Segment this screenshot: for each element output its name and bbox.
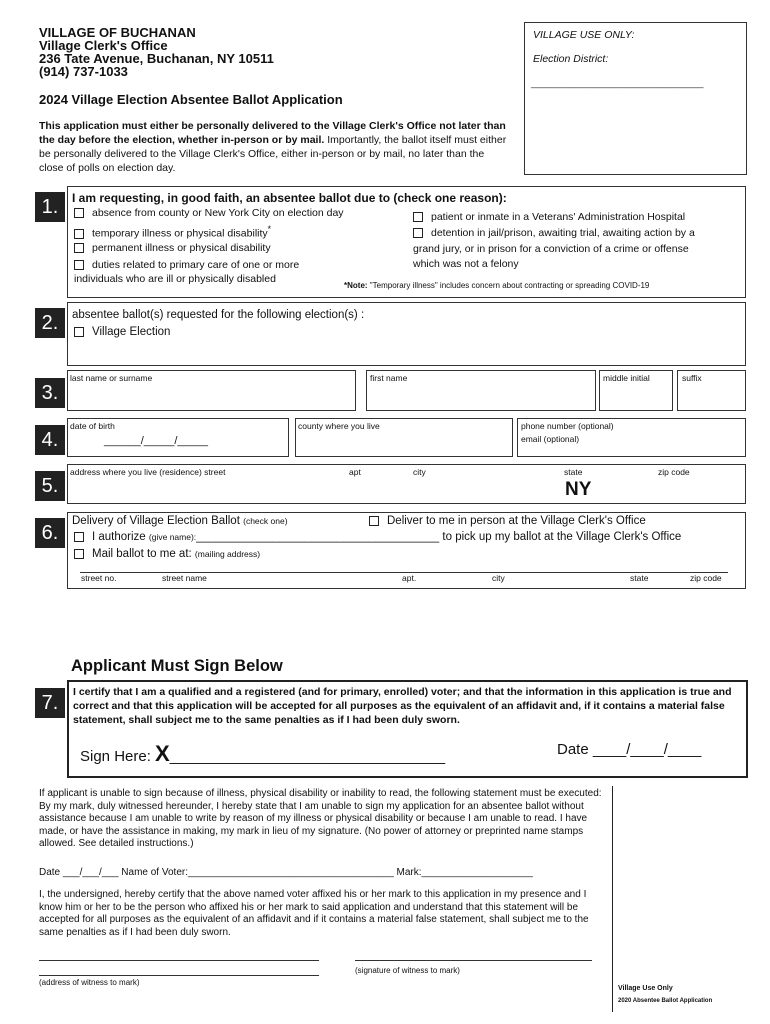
section-4-number: 4. [35,425,65,455]
witness-date-name-mark[interactable]: Date ___/___/___ Name of Voter:_____________________________________ Mark:____________________ [39,867,533,878]
apt-label: apt. [402,573,417,583]
mail-ballot-option[interactable] [74,548,260,560]
reason-detention-cont-2: which was not a felony [413,258,519,270]
footer-app-label: 2020 Absentee Ballot Application [618,998,713,1004]
witness-signature-line[interactable] [355,960,592,961]
suffix-label: suffix [682,373,702,383]
dob-blank: ______/_____/_____ [104,435,208,447]
option-label: Deliver to me in person at the Village Clerk's Office [387,515,646,527]
first-name-field[interactable] [366,370,596,411]
witness-certification: I, the undersigned, hereby certify that the above named voter affixed his or her mark to this application in my presence and I know him or her to be the person who affixed his or her mark to said application and understand that this statement will be accepted for all purposes as the equivalent of an affidavit and if it contains a material false statement, shall subject me to the same penalties as if I had been duly sworn. [39,889,589,938]
office-address: 236 Tate Avenue, Buchanan, NY 10511 [39,51,274,66]
office-name: Village Clerk's Office [39,38,168,53]
mailing-address-hint: (mailing address) [194,549,261,559]
section-5-number: 5. [35,471,65,501]
checkbox[interactable] [74,243,84,253]
checkbox[interactable] [413,228,423,238]
office-phone: (914) 737-1033 [39,64,128,79]
election-district-label: Election District: [533,53,609,65]
check-one: (check one) [243,516,288,526]
vertical-divider [612,786,613,1012]
authorize-rest: to pick up my ballot at the Village Clerk's Office [442,531,682,543]
zip-label: zip code [690,573,722,583]
village-election-option[interactable] [74,326,170,338]
reason-label: temporary illness or physical disability [92,227,268,240]
reason-va-hospital[interactable] [413,211,685,223]
section-7-number: 7. [35,688,65,718]
section-2-number: 2. [35,308,65,338]
reason-temporary-illness[interactable] [74,224,271,240]
witness-line-1[interactable] [39,960,319,961]
suffix-field[interactable] [677,370,746,411]
address-field[interactable] [67,464,746,504]
checkbox[interactable] [413,212,423,222]
state-label: state [564,467,583,477]
state-value: NY [565,479,592,500]
section-6-box [67,512,746,589]
section-3-number: 3. [35,378,65,408]
city-label: city [413,467,426,477]
certify-text: I certify that I am a qualified and a registered (and for primary, enrolled) voter; and that the information in this application is true and correct and that this application will be accepted for all purposes as the equivalent of an affidavit and, if it contains a material false statement, shall subject me to the same penalties as if I had been duly sworn. [73,686,732,726]
section-2-box [67,302,746,366]
section-1-number: 1. [35,192,65,222]
intro-text [39,119,509,175]
option-label: Mail ballot to me at: [92,548,192,560]
reason-label: permanent illness or physical disability [92,242,271,254]
section-1-box [67,186,746,298]
county-field[interactable] [295,418,513,457]
last-name-field[interactable] [67,370,356,411]
delivery-heading [72,515,288,527]
phone-email-field[interactable] [517,418,746,457]
org-name: VILLAGE OF BUCHANAN [39,25,196,40]
address-label: address where you live (residence) street [70,467,226,477]
reason-label: absence from county or New York City on election day [92,207,344,219]
page-title: 2024 Village Election Absentee Ballot Application [39,92,343,107]
covid-note [344,281,649,290]
intro-bold: This application must either be personally delivered to the Village Clerk's Office not later than the day before the election, whether in-person or by mail. [39,120,506,146]
witness-address-label: (address of witness to mark) [39,978,140,987]
option-label: I authorize [92,531,146,543]
phone-label: phone number (optional) [521,421,614,431]
note-text: "Temporary illness" includes concern about contracting or spreading COVID-19 [367,281,650,290]
option-label: Village Election [92,326,171,338]
date-label: Date [557,741,589,758]
checkbox[interactable] [74,327,84,337]
dob-field[interactable] [67,418,289,457]
reason-label: detention in jail/prison, awaiting trial, awaiting action by a [431,227,695,239]
checkbox[interactable] [74,208,84,218]
first-name-label: first name [370,373,408,383]
intro-rest: Importantly, the ballot itself must either be personally delivered to the Village Clerk's Office, either in-person or by mail, no later than the close of polls on election day. [39,134,507,174]
sign-heading: Applicant Must Sign Below [71,657,283,675]
sign-x: X [155,741,170,766]
note-label: *Note: [344,281,368,290]
signature-line: _________________________________ [169,748,446,765]
state-label: state [630,573,649,583]
village-use-box [524,22,747,175]
reason-primary-care-cont: individuals who are ill or physically disabled [74,273,276,285]
witness-instructions: If applicant is unable to sign because of illness, physical disability or inability to read, the following statement must be executed: By my mark, duly witnessed hereunder, I hereby state that I am unable to sign my application for an absentee ballot without assistance because I am unable to write by reason of my illness or physical disability or because I am unable to read. I have made, or have the assistance in making, my mark in lieu of my signature. (No power of attorney or preprinted name stamps allowed. See detailed instructions.) [39,788,602,849]
street-name-label: street name [162,573,207,583]
date-line: ____/____/____ [592,741,702,758]
county-label: county where you live [298,421,380,431]
reason-detention-cont-1: grand jury, or in prison for a conviction of a crime or offense [413,243,689,255]
section-6-number: 6. [35,518,65,548]
sign-here-label: Sign Here: [80,748,151,765]
reason-label: patient or inmate in a Veterans' Administration Hospital [431,211,686,223]
middle-initial-label: middle initial [603,373,650,383]
witness-line-2[interactable] [39,975,319,976]
sign-here-row[interactable] [80,741,445,767]
street-no-label: street no. [81,573,117,583]
zip-label: zip code [658,467,690,477]
reason-absence[interactable] [74,207,344,219]
reason-detention[interactable] [413,227,695,239]
authorize-option[interactable] [74,531,681,543]
last-name-label: last name or surname [70,373,153,383]
election-district-line[interactable]: _______________________________ [531,78,704,89]
email-label: email (optional) [521,434,580,444]
city-label: city [492,573,505,583]
section-7-box [67,680,748,778]
dob-label: date of birth [70,421,115,431]
checkbox[interactable] [74,549,84,559]
election-heading: absentee ballot(s) requested for the following election(s) : [72,309,365,321]
middle-initial-field[interactable] [599,370,673,411]
footnote-star: * [267,224,272,234]
reason-heading: I am requesting, in good faith, an absentee ballot due to (check one reason): [72,191,507,205]
checkbox[interactable] [74,532,84,542]
checkbox[interactable] [74,229,84,239]
reason-permanent-illness[interactable] [74,242,271,254]
village-use-title: VILLAGE USE ONLY: [533,29,635,41]
deliver-in-person-option[interactable] [369,515,646,527]
delivery-heading-text: Delivery of Village Election Ballot [72,515,240,527]
witness-signature-label: (signature of witness to mark) [355,966,460,975]
reason-primary-care[interactable] [74,259,299,271]
apt-label: apt [349,467,361,477]
authorize-name-line[interactable]: ______________________________________ [196,531,440,543]
footer-village-use: Village Use Only [618,985,673,992]
checkbox[interactable] [74,260,84,270]
reason-label: duties related to primary care of one or more [92,259,300,271]
checkbox[interactable] [369,516,379,526]
give-name: (give name): [148,532,197,542]
date-row[interactable] [557,741,701,758]
